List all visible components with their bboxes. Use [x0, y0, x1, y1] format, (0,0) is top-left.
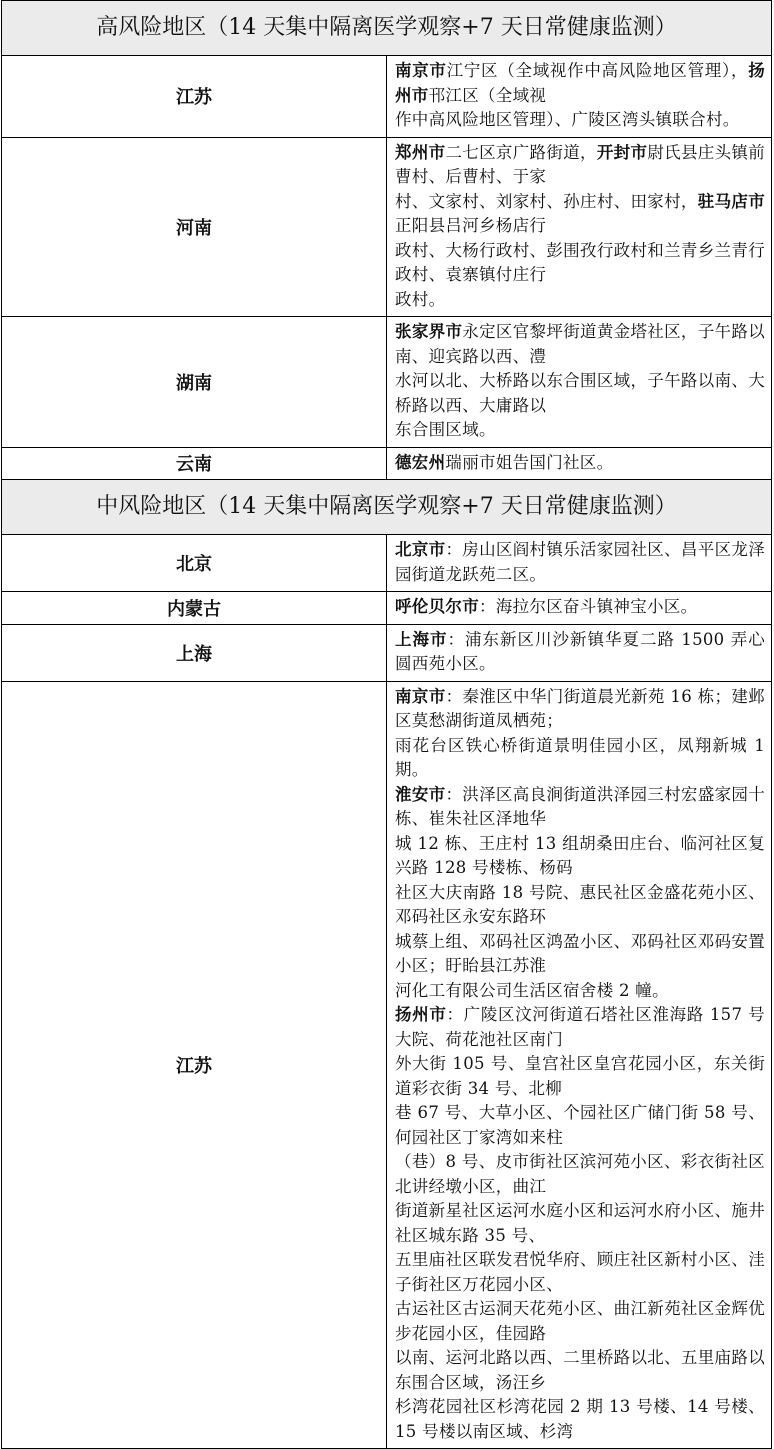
area-list — [387, 447, 772, 480]
city-name: 郑州市 — [395, 142, 446, 162]
text-line — [395, 734, 765, 783]
text-line — [395, 628, 765, 677]
area-text: ：秦淮区中华门街道晨光新苑 16 栋；建邺区莫愁湖街道凤栖苑； — [395, 686, 765, 730]
high-risk-section-title: 高风险地区（14 天集中隔离医学观察+7 天日常健康监测） — [2, 1, 772, 56]
province-name: 上海 — [2, 624, 387, 681]
area-text: 河化工有限公司生活区宿舍楼 2 幢。 — [395, 980, 669, 1000]
area-text: 雨花台区铁心桥街道景明佳园小区，凤翔新城 1 期。 — [395, 735, 765, 779]
text-line — [395, 1150, 765, 1199]
city-name: 呼伦贝尔市 — [395, 597, 479, 616]
table-row — [2, 592, 772, 625]
area-text: ：房山区阎村镇乐活家园社区、昌平区龙泽园街道龙跃苑二区。 — [395, 540, 766, 584]
text-line — [395, 1101, 765, 1150]
text-line — [395, 190, 765, 239]
area-text: 古运社区古运洞天花苑小区、曲江新苑社区金辉优步花园小区，佳园路 — [395, 1299, 765, 1343]
text-line — [395, 59, 765, 108]
city-name: 扬州市 — [395, 61, 765, 105]
city-name: 扬州市 — [395, 1005, 447, 1024]
text-line — [395, 538, 765, 587]
province-name: 江苏 — [2, 56, 387, 138]
area-text: 东合围区域。 — [395, 420, 496, 439]
high-risk-header-row — [2, 1, 772, 56]
area-text: ：广陵区汶河街道石塔社区淮海路 157 号大院、荷花池社区南门 — [395, 1005, 765, 1049]
province-name: 内蒙古 — [2, 592, 387, 625]
area-list — [387, 137, 772, 317]
province-name: 湖南 — [2, 317, 387, 448]
text-line — [395, 1297, 765, 1346]
area-text: 二七区京广路街道， — [445, 142, 597, 162]
text-line — [395, 1346, 765, 1395]
text-line — [395, 881, 765, 930]
text-line — [395, 239, 765, 288]
area-text: ：海拉尔区奋斗镇神宝小区。 — [479, 597, 698, 616]
area-text: 江宁区（全域视作中高风险地区管理）， — [446, 61, 749, 80]
area-text: ：洪泽区高良涧街道洪泽园三村宏盛家园十栋、崔朱社区泽地华 — [395, 784, 766, 828]
area-text: 五里庙社区联发君悦华府、顾庄社区新村小区、洼子街社区万花园小区、 — [395, 1250, 765, 1294]
province-name: 云南 — [2, 447, 387, 480]
area-text: 瑞丽市姐告国门社区。 — [445, 452, 614, 472]
text-line — [395, 451, 765, 476]
province-name: 河南 — [2, 137, 387, 317]
province-name: 北京 — [2, 535, 387, 592]
table-row — [2, 447, 772, 480]
text-line — [395, 1248, 765, 1297]
area-list — [387, 624, 772, 681]
area-text: 以南、运河北路以西、二里桥路以北、五里庙路以东围合区域，汤汪乡 — [395, 1348, 765, 1392]
area-text: 尉氏县庄头镇前曹村、后曹村、于家 — [395, 142, 766, 186]
area-text: 永定区官黎坪街道黄金塔社区，子午路以南、迎宾路以西、澧 — [395, 322, 765, 366]
area-text: 水河以北、大桥路以东合围区域，子午路以南、大桥路以西、大庸路以 — [395, 371, 765, 415]
area-text: 巷 67 号、大草小区、个园社区广储门街 58 号、何园社区丁家湾如来柱 — [395, 1103, 765, 1147]
city-name: 南京市 — [395, 686, 446, 706]
area-text: 作中高风险地区管理）、广陵区湾头镇联合村。 — [395, 110, 740, 129]
area-text: 政村、大杨行政村、彭围孜行政村和兰青乡兰青行政村、袁寨镇付庄行 — [395, 240, 765, 284]
area-text: 邗江区（全域视 — [428, 85, 547, 105]
area-list — [387, 56, 772, 138]
medium-risk-section-title: 中风险地区（14 天集中隔离医学观察+7 天日常健康监测） — [2, 480, 772, 535]
area-text: 城 12 栋、王庄村 13 组胡桑田庄台、临河社区复兴路 128 号楼栋、杨码 — [395, 833, 765, 877]
area-list — [387, 592, 772, 625]
table-row — [2, 56, 772, 138]
text-line — [395, 930, 765, 979]
text-line — [395, 783, 765, 832]
text-line — [395, 1052, 765, 1101]
area-text: 杉湾花园社区杉湾花园 2 期 13 号楼、14 号楼、15 号楼以南区域、杉湾 — [395, 1397, 765, 1441]
text-line — [395, 1199, 765, 1248]
text-line — [395, 320, 765, 369]
area-text: 正阳县吕河乡杨店行 — [395, 216, 547, 235]
city-name: 上海市 — [395, 629, 448, 649]
text-line — [395, 418, 765, 443]
text-line — [395, 369, 765, 418]
city-name: 驻马店市 — [697, 191, 766, 211]
area-text: 社区大庆南路 18 号院、惠民社区金盛花苑小区、邓码社区永安东路环 — [395, 882, 765, 926]
medium-risk-header-row — [2, 480, 772, 535]
area-text: 村、文家村、刘家村、孙庄村、田家村， — [395, 191, 698, 211]
province-name: 江苏 — [2, 681, 387, 1449]
city-name: 张家界市 — [395, 322, 463, 341]
city-name: 北京市 — [395, 540, 446, 559]
area-list — [387, 681, 772, 1449]
text-line — [395, 108, 765, 133]
area-text: ：浦东新区川沙新镇华夏二路 1500 弄心圆西苑小区。 — [395, 629, 766, 673]
area-text: 外大街 105 号、皇宫社区皇宫花园小区，东关街道彩衣街 34 号、北柳 — [395, 1054, 765, 1098]
area-text: 街道新星社区运河水庭小区和运河水府小区、施井社区城东路 35 号、 — [395, 1201, 765, 1245]
table-row — [2, 681, 772, 1449]
text-line — [395, 288, 765, 313]
area-text: （巷）8 号、皮市街社区滨河苑小区、彩衣街社区北讲经墩小区，曲江 — [395, 1152, 765, 1196]
text-line — [395, 832, 765, 881]
city-name: 淮安市 — [395, 784, 446, 804]
table-row — [2, 317, 772, 448]
area-text: 城蔡上组、邓码社区鸿盈小区、邓码社区邓码安置小区；盱眙县江苏淮 — [395, 931, 765, 975]
text-line — [395, 1003, 765, 1052]
text-line — [395, 979, 765, 1004]
text-line — [395, 595, 765, 620]
text-line — [395, 141, 765, 190]
table-row — [2, 137, 772, 317]
table-row — [2, 535, 772, 592]
text-line — [395, 1395, 765, 1444]
city-name: 德宏州 — [395, 452, 446, 472]
city-name: 南京市 — [395, 61, 447, 80]
text-line — [395, 685, 765, 734]
risk-area-table — [1, 0, 772, 1449]
area-list — [387, 535, 772, 592]
area-list — [387, 317, 772, 448]
table-row — [2, 624, 772, 681]
area-text: 政村。 — [395, 289, 446, 309]
city-name: 开封市 — [596, 142, 648, 162]
